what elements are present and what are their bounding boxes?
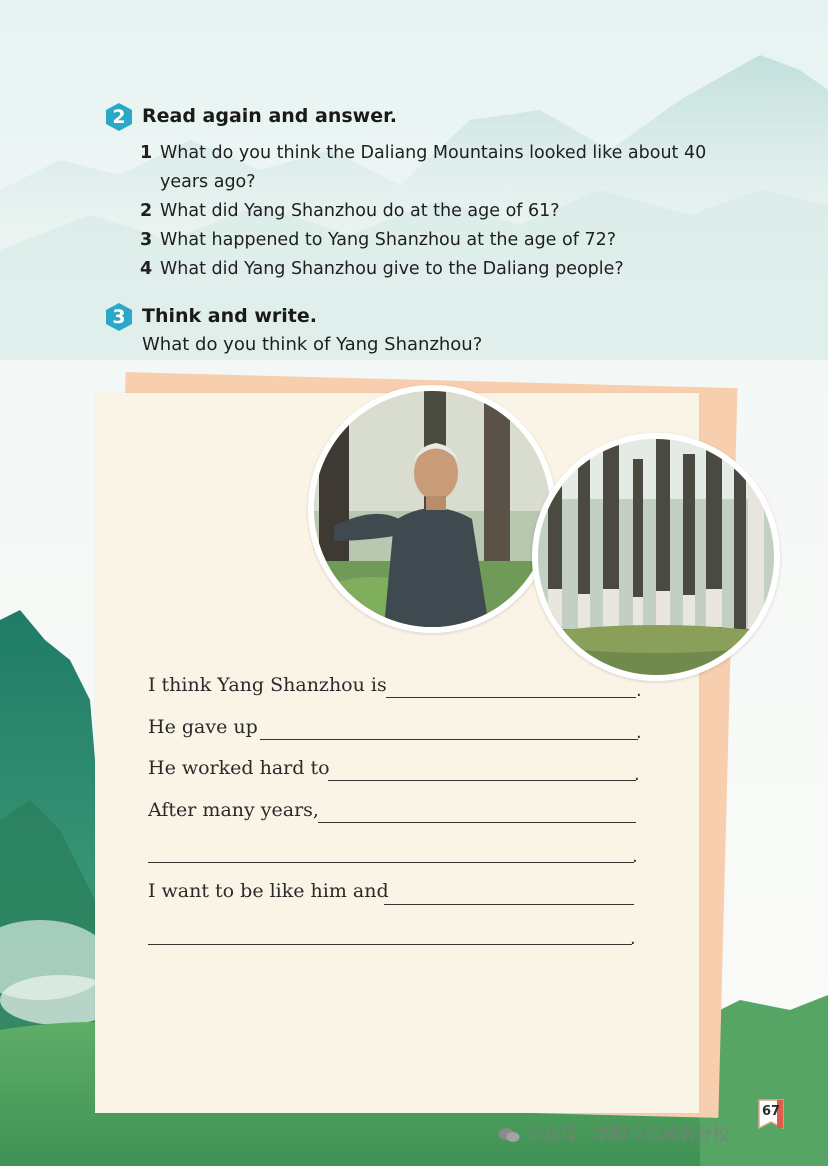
photo-forest: [532, 433, 780, 681]
sentence-starter: He gave up: [148, 716, 258, 738]
chat-bubble-icon: [498, 1127, 520, 1143]
sentence-starter: After many years,: [148, 799, 319, 821]
section-number: 3: [112, 306, 126, 328]
answer-blank[interactable]: [386, 697, 636, 698]
list-item: [140, 197, 720, 226]
question-text: What do you think the Daliang Mountains looked like about 40 years ago?: [160, 143, 707, 192]
section-number-badge: [104, 102, 134, 132]
page-number: 67: [761, 1104, 781, 1119]
watermark: [498, 1120, 729, 1145]
sentence-starter: He worked hard to: [148, 757, 330, 779]
question-number: 2: [140, 201, 153, 221]
period-mark: .: [636, 722, 642, 743]
answer-blank[interactable]: [148, 862, 634, 863]
period-mark: .: [634, 764, 640, 785]
question-number: 4: [140, 259, 153, 279]
watermark-text: 公众号 · 李阳英语茂名分校: [526, 1125, 730, 1145]
period-mark: .: [630, 928, 636, 949]
photo-yang-shanzhou: [308, 385, 556, 633]
section-heading: Think and write.: [142, 305, 317, 327]
section-number-badge: [104, 302, 134, 332]
question-text: What did Yang Shanzhou give to the Daliang people?: [160, 259, 624, 279]
writing-prompt: What do you think of Yang Shanzhou?: [142, 334, 483, 355]
answer-blank[interactable]: [148, 944, 632, 945]
section-number: 2: [112, 106, 126, 128]
answer-blank[interactable]: [318, 822, 636, 823]
list-item: [140, 255, 720, 284]
section-heading: Read again and answer.: [142, 105, 397, 127]
list-item: [140, 226, 720, 255]
question-list: [140, 139, 720, 284]
question-number: 1: [140, 143, 153, 163]
question-number: 3: [140, 230, 153, 250]
list-item: [140, 139, 720, 197]
sentence-starter: I want to be like him and: [148, 880, 389, 902]
question-text: What did Yang Shanzhou do at the age of 61?: [160, 201, 560, 221]
page-number-badge: [755, 1098, 787, 1130]
answer-blank[interactable]: [328, 780, 636, 781]
answer-blank[interactable]: [260, 739, 638, 740]
question-text: What happened to Yang Shanzhou at the age of 72?: [160, 230, 616, 250]
period-mark: .: [636, 680, 642, 701]
period-mark: .: [632, 846, 638, 867]
sentence-starter: I think Yang Shanzhou is: [148, 674, 387, 696]
answer-blank[interactable]: [384, 904, 634, 905]
